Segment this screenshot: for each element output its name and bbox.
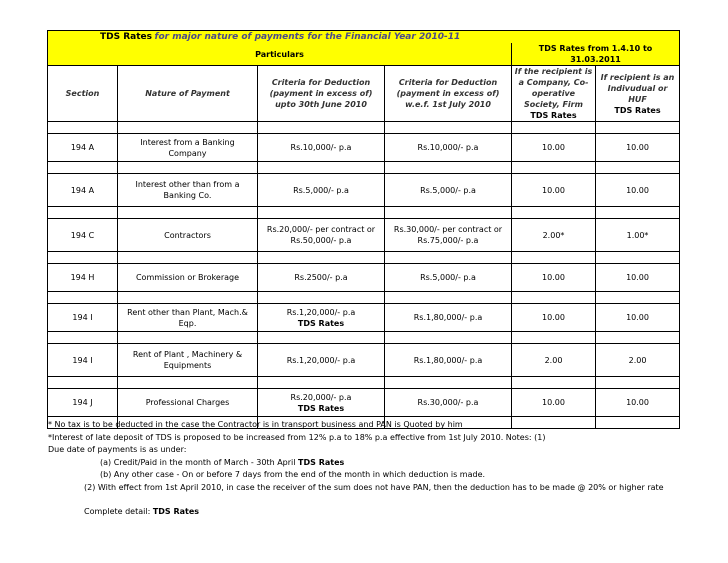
notes-section <box>48 419 664 519</box>
note-interest: *Interest of late deposit of TDS is proposed to be increased from 12% p.a to 18% p.a effective from 1st July 2010. Notes: (1) <box>48 432 546 442</box>
cell-individual: 1.00* <box>596 219 680 252</box>
note-complete-text: Complete detail: <box>84 507 151 516</box>
cell-company: 10.00 <box>512 389 596 417</box>
cell-wef-line1: Rs.1,80,000/- p.a <box>413 355 483 365</box>
cell-section: 194 I <box>48 304 118 332</box>
cell-upto-line1: Rs.5,000/- p.a <box>293 185 349 195</box>
cell-company: 10.00 <box>512 134 596 162</box>
table-row <box>48 344 680 377</box>
particulars-header: Particulars <box>48 43 512 66</box>
cell-company: 10.00 <box>512 174 596 207</box>
cell-nature: Interest other than from a Banking Co. <box>118 174 258 207</box>
cell-nature: Professional Charges <box>118 389 258 417</box>
cell-nature: Rent other than Plant, Mach.& Eqp. <box>118 304 258 332</box>
cell-upto <box>258 219 385 252</box>
cell-company: 10.00 <box>512 304 596 332</box>
cell-company: 2.00* <box>512 219 596 252</box>
table-row <box>48 134 680 162</box>
complete-detail-link[interactable]: TDS Rates <box>152 507 200 516</box>
cell-upto <box>258 389 385 417</box>
cell-individual: 2.00 <box>596 344 680 377</box>
header-company <box>512 66 596 122</box>
cell-upto-line1: Rs.20,000/- p.a <box>290 392 352 402</box>
cell-wef <box>385 134 512 162</box>
cell-nature: Commission or Brokerage <box>118 264 258 292</box>
cell-wef-line1: Rs.5,000/- p.a <box>420 185 476 195</box>
header-nature: Nature of Payment <box>118 66 258 122</box>
cell-wef-line1: Rs.30,000/- p.a <box>417 398 479 407</box>
spacer-row <box>48 207 680 219</box>
cell-upto-line2: Rs.50,000/- p.a <box>290 236 352 245</box>
table-row <box>48 174 680 207</box>
header-company-label: If the recipient is a Company, Co-operative Society, Firm <box>514 67 593 109</box>
header-company-sub: TDS Rates <box>530 111 577 120</box>
cell-section: 194 H <box>48 264 118 292</box>
table-row <box>48 219 680 252</box>
header-criteria-wef: Criteria for Deduction (payment in excess of) w.e.f. 1st July 2010 <box>385 66 512 122</box>
cell-section: 194 C <box>48 219 118 252</box>
cell-individual: 10.00 <box>596 304 680 332</box>
header-individual-label: If recipient is an Indivudual or HUF <box>600 72 675 104</box>
cell-nature: Interest from a Banking Company <box>118 134 258 162</box>
cell-wef <box>385 389 512 417</box>
cell-company: 10.00 <box>512 264 596 292</box>
cell-upto-line1: Rs.10,000/- p.a <box>290 143 352 152</box>
cell-upto-line2: TDS Rates <box>297 318 345 328</box>
cell-wef-line1: Rs.5,000/- p.a <box>420 273 476 282</box>
cell-wef-line1: Rs.1,80,000/- p.a <box>413 313 483 322</box>
cell-wef <box>385 344 512 377</box>
cell-wef-line2: Rs.75,000/- p.a <box>417 236 479 245</box>
cell-upto-line1: Rs.1,20,000/- p.a <box>286 355 356 365</box>
cell-individual: 10.00 <box>596 134 680 162</box>
spacer-row <box>48 292 680 304</box>
cell-wef <box>385 304 512 332</box>
rates-from-header: TDS Rates from 1.4.10 to 31.03.2011 <box>512 43 680 66</box>
note-due-date: Due date of payments is as under: <box>48 445 187 454</box>
spacer-row <box>48 332 680 344</box>
note-march-text: (a) Credit/Paid in the month of March - 30th April <box>100 457 296 467</box>
cell-section: 194 A <box>48 174 118 207</box>
cell-section: 194 J <box>48 389 118 417</box>
cell-wef-line1: Rs.30,000/- per contract or <box>393 225 503 234</box>
cell-upto <box>258 304 385 332</box>
note-march-link[interactable]: TDS Rates <box>298 457 345 467</box>
table-row <box>48 304 680 332</box>
note-other-case: (b) Any other case - On or before 7 days from the end of the month in which deduction is made. <box>100 470 486 479</box>
cell-upto <box>258 344 385 377</box>
header-individual <box>596 66 680 122</box>
cell-section: 194 I <box>48 344 118 377</box>
cell-individual: 10.00 <box>596 389 680 417</box>
cell-upto <box>258 174 385 207</box>
cell-upto <box>258 264 385 292</box>
note-complete-detail <box>48 506 664 519</box>
cell-individual: 10.00 <box>596 264 680 292</box>
note-march <box>48 457 664 470</box>
cell-nature: Contractors <box>118 219 258 252</box>
cell-wef-line1: Rs.10,000/- p.a <box>417 143 479 152</box>
cell-section: 194 A <box>48 134 118 162</box>
table-title <box>48 31 680 44</box>
spacer-row <box>48 252 680 264</box>
particulars-row <box>48 43 680 66</box>
header-criteria-upto: Criteria for Deduction (payment in excess of) upto 30th June 2010 <box>258 66 385 122</box>
cell-upto-line1: Rs.1,20,000/- p.a <box>286 307 356 317</box>
tds-rates-table <box>47 30 680 429</box>
cell-wef <box>385 264 512 292</box>
cell-upto-line1: Rs.2500/- p.a <box>294 273 348 282</box>
spacer-row <box>48 377 680 389</box>
header-section: Section <box>48 66 118 122</box>
title-rest: for major nature of payments for the Financial Year 2010-11 <box>154 32 461 42</box>
note-transport: * No tax is to be deducted in the case the Contractor is in transport business and PAN is Quoted by him <box>48 420 463 429</box>
spacer-row <box>48 162 680 174</box>
cell-company: 2.00 <box>512 344 596 377</box>
cell-wef <box>385 219 512 252</box>
cell-upto-line1: Rs.20,000/- per contract or <box>266 225 376 234</box>
table-row <box>48 264 680 292</box>
title-strong: TDS Rates <box>100 32 152 42</box>
header-individual-sub: TDS Rates <box>614 105 661 115</box>
note-pan: (2) With effect from 1st April 2010, in case the receiver of the sum does not have PAN, then the deduction has to be made @ 20% or higher rate <box>84 482 664 492</box>
spacer-row <box>48 122 680 134</box>
title-row <box>48 31 680 44</box>
cell-upto-line2: TDS Rates <box>297 403 345 413</box>
cell-wef <box>385 174 512 207</box>
cell-nature: Rent of Plant , Machinery & Equipments <box>118 344 258 377</box>
column-header-row <box>48 66 680 122</box>
table-row <box>48 389 680 417</box>
cell-individual: 10.00 <box>596 174 680 207</box>
cell-upto <box>258 134 385 162</box>
